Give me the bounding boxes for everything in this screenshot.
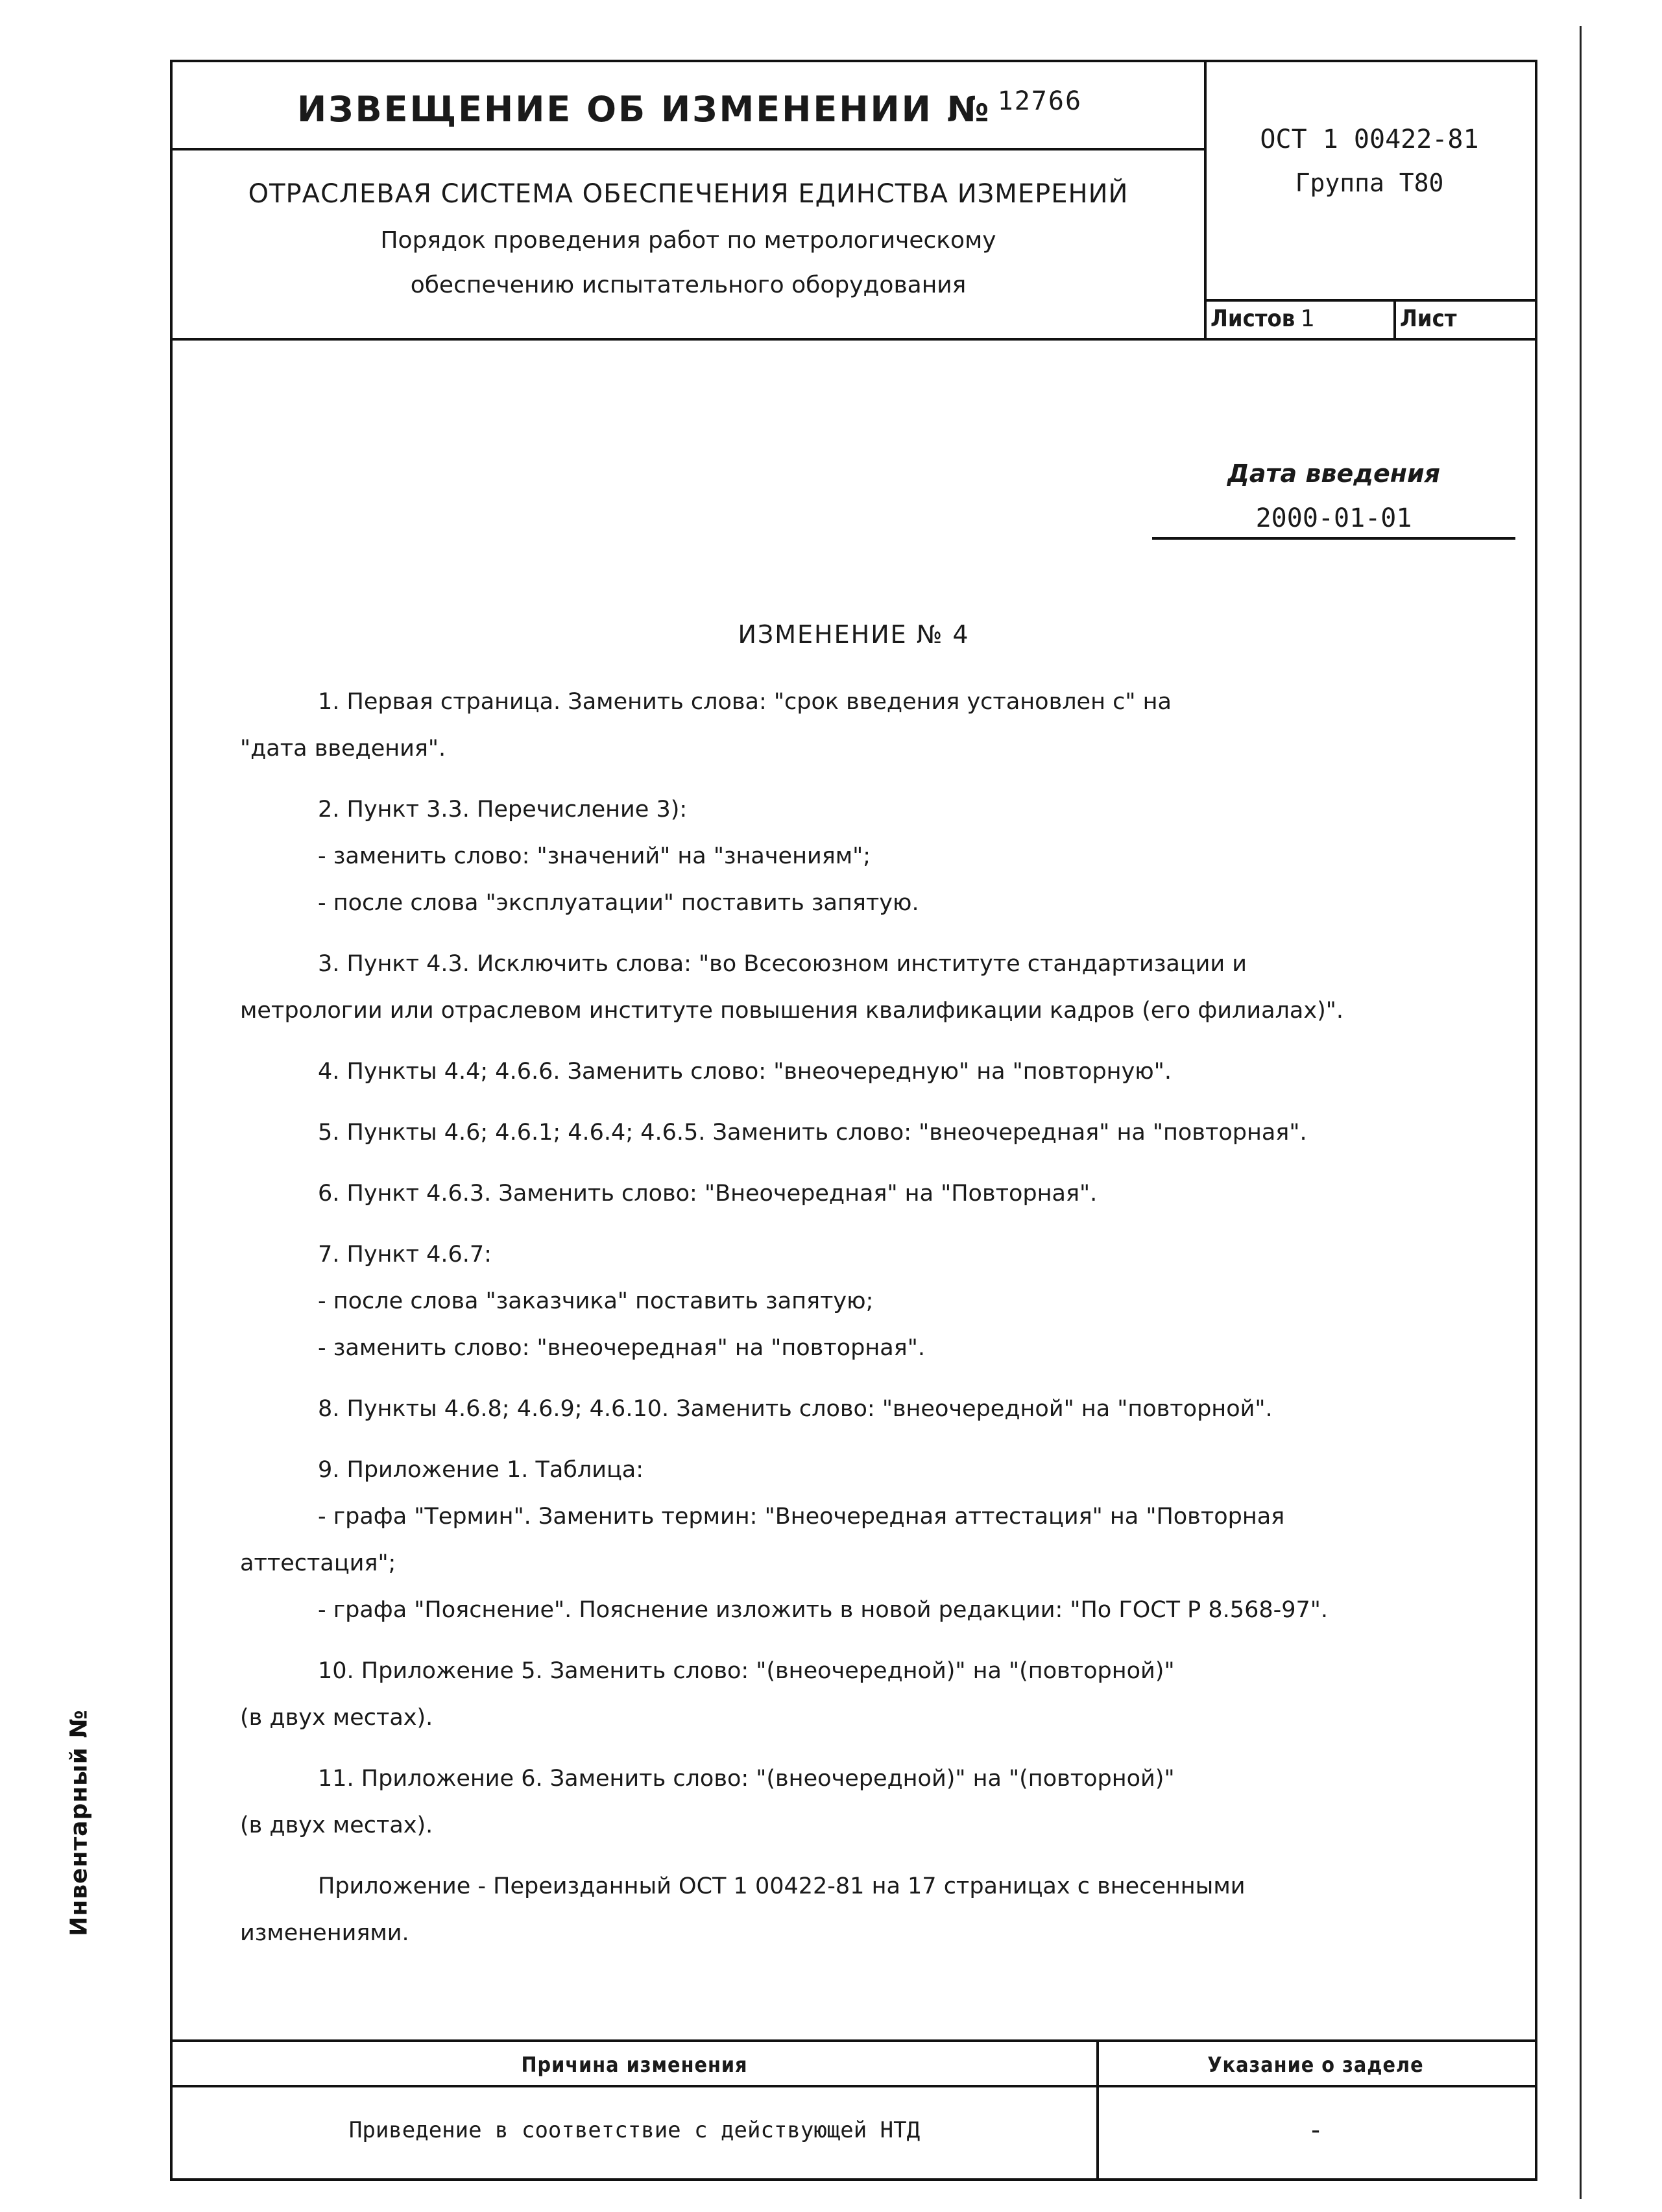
change-item-5: [240, 1109, 1531, 1156]
title-cell: [173, 62, 1207, 150]
change-item-3: [240, 941, 1531, 1034]
notice-number: 12766: [997, 86, 1083, 116]
change-item-text: 4. Пункты 4.4; 4.6.6. Заменить слово: "внеочередную" на "повторную".: [318, 1059, 1172, 1085]
change-item-text: 2. Пункт 3.3. Перечисление 3):: [318, 797, 688, 823]
appendix-note-continuation: изменениями.: [240, 1920, 409, 1946]
change-item-continuation: метрологии или отраслевом институте повышения квалификации кадров (его филиалах)".: [240, 998, 1343, 1024]
change-items: [240, 679, 1531, 1971]
change-item-continuation: (в двух местах).: [240, 1812, 433, 1838]
change-item-10: [240, 1648, 1531, 1741]
change-item-text: 10. Приложение 5. Заменить слово: "(внеочередной)" на "(повторной)": [318, 1658, 1175, 1684]
notice-title-text: ИЗВЕЩЕНИЕ ОБ ИЗМЕНЕНИИ №: [296, 89, 991, 130]
change-item-text: 3. Пункт 4.3. Исключить слова: "во Всесоюзном институте стандартизации и: [318, 951, 1247, 977]
standard-code: ОСТ 1 00422-81: [1260, 125, 1479, 154]
change-item-4: [240, 1048, 1531, 1095]
footer-table: [173, 2039, 1535, 2181]
change-item-text: 5. Пункты 4.6; 4.6.1; 4.6.4; 4.6.5. Заменить слово: "внеочередная" на "повторная".: [318, 1120, 1307, 1146]
appendix-note-text: Приложение - Переизданный ОСТ 1 00422-81 на 17 страницах с внесенными: [318, 1873, 1246, 1899]
backlog-value: -: [1307, 2115, 1324, 2145]
change-item-11: [240, 1755, 1531, 1849]
change-item-text: 8. Пункты 4.6.8; 4.6.9; 4.6.10. Заменить слово: "внеочередной" на "повторной".: [318, 1396, 1273, 1422]
change-subitem-continuation: аттестация";: [240, 1550, 396, 1576]
page-edge-line: [1580, 26, 1582, 2199]
change-subitem: - заменить слово: "внеочередная" на "повторная".: [318, 1335, 925, 1361]
change-item-2: [240, 786, 1531, 926]
sheet-number-label: Лист: [1400, 306, 1457, 332]
change-subitem: - заменить слово: "значений" на "значениям";: [318, 843, 871, 869]
change-subitem: - графа "Термин". Заменить термин: "Внеочередная аттестация" на "Повторная: [318, 1504, 1285, 1530]
effective-date-value: 2000-01-01: [1152, 503, 1515, 540]
backlog-header: Указание о заделе: [1096, 2042, 1535, 2087]
effective-date-block: [1152, 459, 1515, 540]
notice-title: [173, 62, 1207, 150]
change-subitem: - после слова "заказчика" поставить запятую;: [318, 1288, 874, 1314]
change-item-9: [240, 1447, 1531, 1633]
change-item-6: [240, 1170, 1531, 1217]
standard-cell: [1204, 62, 1535, 302]
change-item-text: 7. Пункт 4.6.7:: [318, 1242, 492, 1268]
notice-form-frame: [170, 60, 1537, 2181]
change-subitem: - после слова "эксплуатации" поставить запятую.: [318, 890, 919, 916]
sheet-number-cell: [1393, 299, 1535, 341]
sheets-count-value: 1: [1300, 306, 1314, 332]
sheets-count-label: Листов: [1210, 306, 1295, 332]
effective-date-label: Дата введения: [1227, 459, 1440, 488]
change-item-text: 11. Приложение 6. Заменить слово: "(внеочередной)" на "(повторной)": [318, 1766, 1175, 1792]
sheets-count-cell: [1204, 299, 1396, 341]
reason-header: Причина изменения: [173, 2042, 1099, 2087]
inventory-number-label: Инвентарный №: [66, 1709, 93, 1936]
change-item-text: 6. Пункт 4.6.3. Заменить слово: "Внеочередная" на "Повторная".: [318, 1181, 1098, 1207]
subject-cell: [173, 148, 1207, 341]
document-subtitle-line-2: обеспечению испытательного оборудования: [410, 272, 967, 298]
system-name: ОТРАСЛЕВАЯ СИСТЕМА ОБЕСПЕЧЕНИЯ ЕДИНСТВА ИЗМЕРЕНИЙ: [248, 179, 1129, 209]
change-item-continuation: (в двух местах).: [240, 1705, 433, 1731]
change-item-continuation: "дата введения".: [240, 736, 446, 762]
change-item-1: [240, 679, 1531, 772]
change-item-7: [240, 1231, 1531, 1371]
appendix-note: [240, 1863, 1531, 1956]
change-title: ИЗМЕНЕНИЕ № 4: [738, 620, 970, 649]
change-item-8: [240, 1386, 1531, 1432]
change-subitem: - графа "Пояснение". Пояснение изложить в новой редакции: "По ГОСТ Р 8.568-97".: [318, 1597, 1329, 1623]
change-item-text: 9. Приложение 1. Таблица:: [318, 1457, 644, 1483]
document-subtitle-line-1: Порядок проведения работ по метрологическому: [380, 227, 996, 254]
standard-group: Группа Т80: [1295, 169, 1444, 197]
change-item-text: 1. Первая страница. Заменить слова: "срок введения установлен с" на: [318, 689, 1172, 715]
reason-value: Приведение в соответствие с действующей НТД: [173, 2085, 1099, 2181]
